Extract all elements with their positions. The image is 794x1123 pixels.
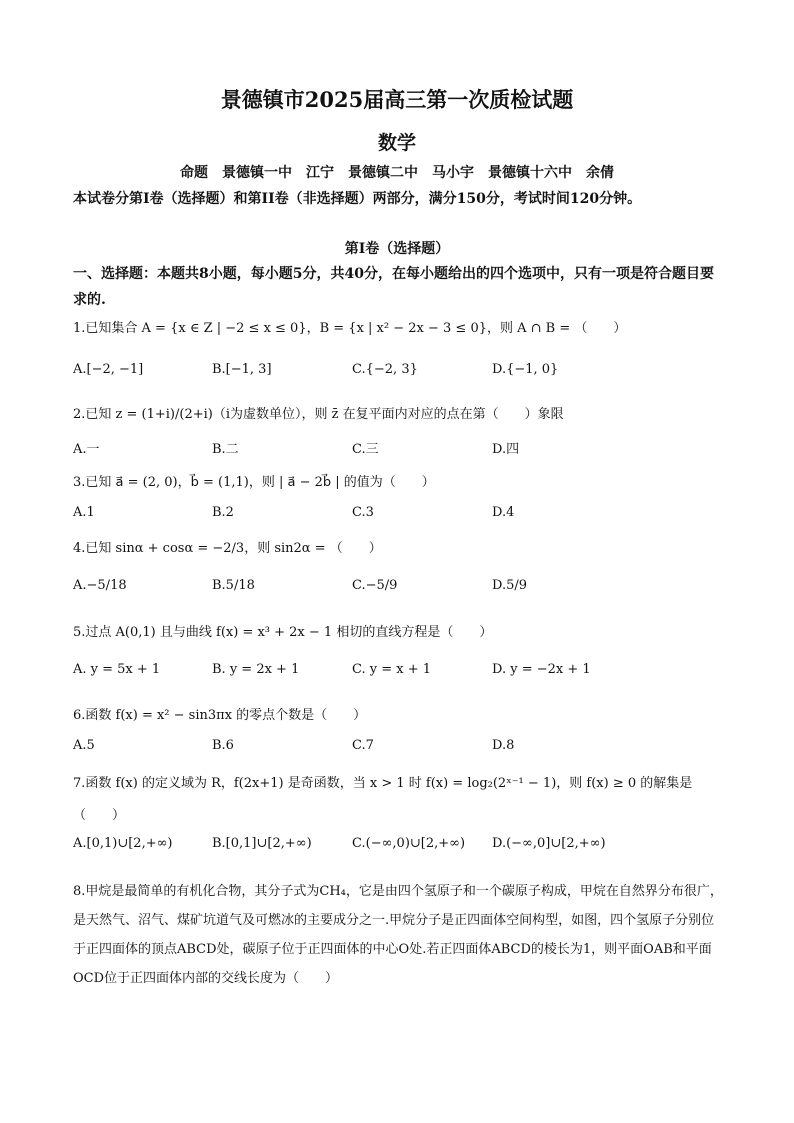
- option-a: A. y = 5x + 1: [73, 662, 161, 677]
- exam-intro: 本试卷分第I卷（选择题）和第II卷（非选择题）两部分，满分150分，考试时间120分钟。: [73, 191, 642, 207]
- option-c: C.3: [352, 505, 374, 520]
- option-c: C.三: [352, 442, 379, 457]
- question-stem: 5.过点 A(0,1) 且与曲线 f(x) = x³ + 2x − 1 相切的直线方程是（ ）: [73, 625, 493, 640]
- part-title: 第I卷（选择题）: [344, 241, 450, 257]
- option-c: C.−5/9: [352, 578, 398, 593]
- option-b: B.6: [212, 738, 234, 753]
- option-d: D.{−1, 0}: [492, 362, 559, 377]
- exam-title: 景德镇市2025届高三第一次质检试题: [220, 87, 574, 112]
- option-b: B.[−1, 3]: [212, 362, 272, 377]
- option-a: A.5: [73, 738, 95, 753]
- authors-line: 命题 景德镇一中 江宁 景德镇二中 马小宇 景德镇十六中 余倩: [180, 165, 614, 181]
- option-a: A.一: [73, 442, 100, 457]
- option-b: B.二: [212, 442, 239, 457]
- question-stem: 4.已知 sinα + cosα = −2/3，则 sin2α = （ ）: [73, 541, 382, 556]
- question-stem: 1.已知集合 A = {x ∈ Z | −2 ≤ x ≤ 0}，B = {x | x² − 2x − 3 ≤ 0}，则 A ∩ B = （ ）: [73, 321, 627, 336]
- option-b: B.2: [212, 505, 234, 520]
- option-a: A.−5/18: [73, 578, 127, 593]
- option-d: D.四: [492, 442, 520, 457]
- question-stem: 2.已知 z = (1+i)/(2+i)（i为虚数单位），则 z̄ 在复平面内对应的点在第（ ）象限: [73, 407, 564, 422]
- option-c: C.(−∞,0)∪[2,+∞): [352, 836, 466, 851]
- question-stem: 3.已知 a⃗ = (2, 0)，b⃗ = (1,1)，则 | a⃗ − 2b⃗ | 的值为（ ）: [73, 475, 435, 490]
- subject-title: 数学: [377, 132, 416, 154]
- option-d: D.5/9: [492, 578, 528, 593]
- option-a: A.[0,1)∪[2,+∞): [73, 836, 173, 851]
- option-c: C. y = x + 1: [352, 662, 432, 677]
- option-d: D. y = −2x + 1: [492, 662, 591, 677]
- option-d: D.(−∞,0]∪[2,+∞): [492, 836, 606, 851]
- option-c: C.{−2, 3}: [352, 362, 418, 377]
- option-a: A.[−2, −1]: [73, 362, 144, 377]
- option-a: A.1: [73, 505, 95, 520]
- option-b: B.5/18: [212, 578, 255, 593]
- question-stem: 7.函数 f(x) 的定义域为 R，f(2x+1) 是奇函数，当 x > 1 时 f(x) = log₂(2ˣ⁻¹ − 1)，则 f(x) ≥ 0 的解集是（ ）: [73, 776, 693, 823]
- option-b: B. y = 2x + 1: [212, 662, 300, 677]
- question-stem: 6.函数 f(x) = x² − sin3πx 的零点个数是（ ）: [73, 708, 367, 723]
- option-b: B.[0,1]∪[2,+∞): [212, 836, 312, 851]
- option-d: D.4: [492, 505, 515, 520]
- option-d: D.8: [492, 738, 515, 753]
- question-stem: 8.甲烷是最简单的有机化合物，其分子式为CH₄，它是由四个氢原子和一个碳原子构成，甲烷在自然界分布很广，是天然气、沼气、煤矿坑道气及可燃冰的主要成分之一.甲烷分子是正四面体空间构型，如图，四个氢原子分别位于正四面体的顶点ABCD处，碳原子位于正四面体的中心O处.若正四面体ABCD的棱长为1，则平面OAB和平面OCD位于正四面体内部的交线长度为（ ）: [73, 884, 723, 986]
- section-intro: 一、选择题：本题共8小题，每小题5分，共40分，在每小题给出的四个选项中，只有一项是符合题目要求的.: [73, 266, 714, 308]
- option-c: C.7: [352, 738, 374, 753]
